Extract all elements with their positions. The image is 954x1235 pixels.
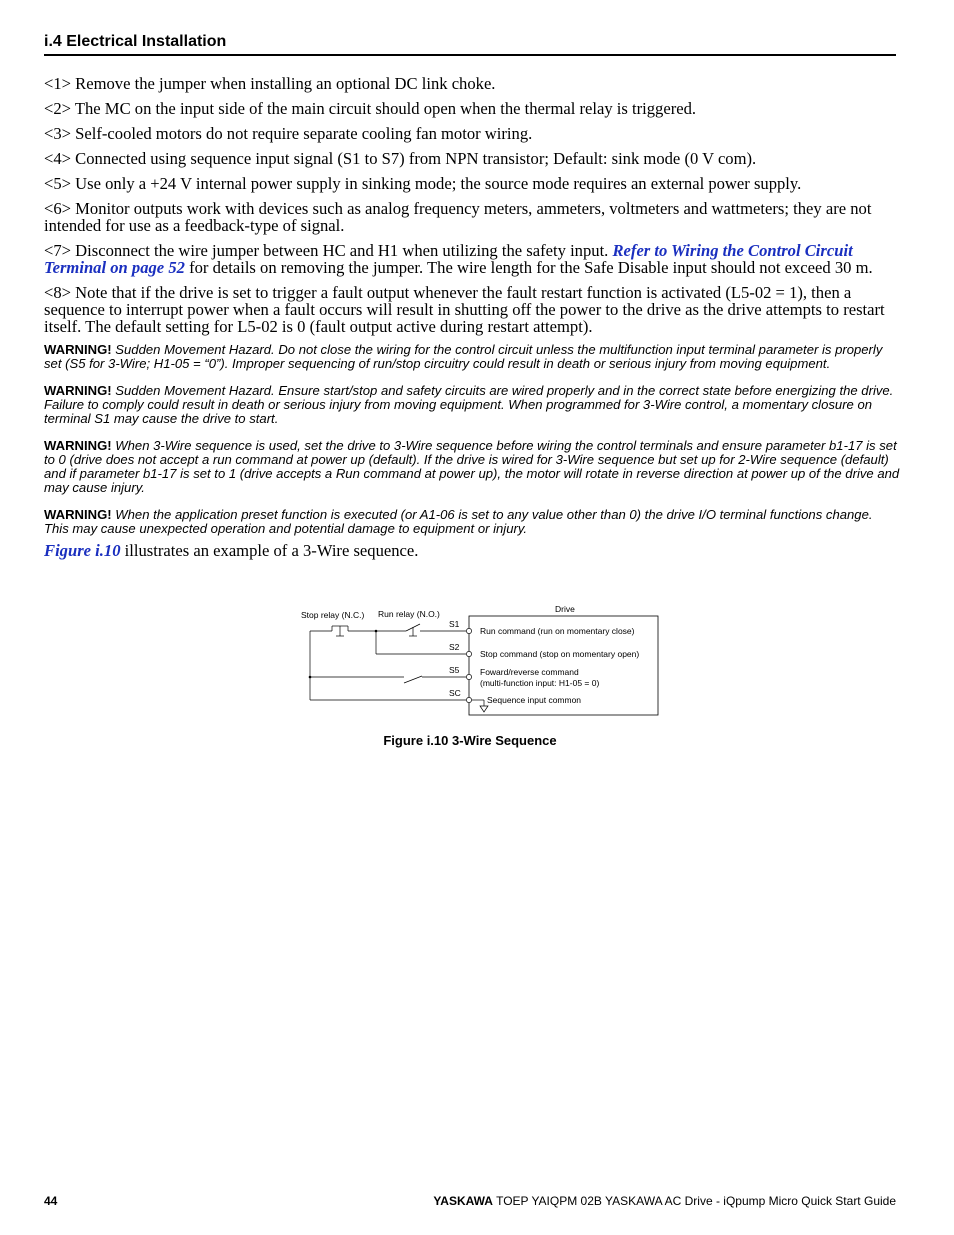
warning-text: When 3-Wire sequence is used, set the drive to 3-Wire sequence before wiring the control terminals and ensure parameter b1-17 is set to 0 (drive does not accept a run command at power up (default). If the drive is wired for 3-Wire sequence but set up for 2-Wire sequence (default) and if parameter b1-17 is set to 1 (drive accepts a Run command at power up), the motor will rotate in reverse direction at power up of the drive and may cause injury. bbox=[44, 438, 900, 495]
terminal-s2 bbox=[466, 651, 471, 656]
terminal-sc bbox=[466, 697, 471, 702]
footer-brand: YASKAWA bbox=[433, 1194, 493, 1208]
footer-title: TOEP YAIQPM 02B YASKAWA AC Drive - iQpump Micro Quick Start Guide bbox=[492, 1194, 896, 1208]
page-body bbox=[44, 75, 900, 567]
warning-label: WARNING! bbox=[44, 342, 112, 357]
terminal-s5-label: S5 bbox=[449, 665, 460, 675]
stop-relay-label: Stop relay (N.C.) bbox=[301, 610, 365, 620]
footer-doc-title bbox=[433, 1194, 896, 1208]
fwd-rev-text-line1: Foward/reverse command bbox=[480, 667, 579, 677]
note-1: <1> Remove the jumper when installing an optional DC link choke. bbox=[44, 74, 496, 93]
note-8: <8> Note that if the drive is set to trigger a fault output whenever the fault restart function is activated (L5-02 = 1), then a sequence to interrupt power when a fault occurs will result in shutting off the power to the drive as the drive attempts to restart itself. The default setting for L5-02 is 0 (fault output active during restart attempt). bbox=[44, 283, 885, 336]
figure-caption: Figure i.10 3-Wire Sequence bbox=[383, 733, 557, 748]
note-7 bbox=[44, 242, 900, 276]
sequence-common-text: Sequence input common bbox=[487, 695, 582, 705]
note-7-text-after: for details on removing the jumper. The wire length for the Safe Disable input should not exceed 30 m. bbox=[184, 258, 873, 277]
fwd-rev-text-line2: (multi-function input: H1-05 = 0) bbox=[480, 678, 600, 688]
terminal-s1 bbox=[466, 628, 471, 633]
run-relay-label: Run relay (N.O.) bbox=[378, 609, 440, 619]
three-wire-diagram bbox=[296, 600, 666, 725]
warning-1 bbox=[44, 343, 900, 371]
warning-text: Sudden Movement Hazard. Ensure start/stop and safety circuits are wired properly and in the correct state before energizing the drive. Failure to comply could result in death or serious injury from moving equipment. When programmed for 3-Wire control, a momentary closure on terminal S1 may cause the drive to start. bbox=[44, 383, 894, 426]
note-6: <6> Monitor outputs work with devices such as analog frequency meters, ammeters, voltmeters and wattmeters; they are not intended for use as a feedback-type of signal. bbox=[44, 199, 872, 235]
warning-4 bbox=[44, 508, 900, 536]
note-4: <4> Connected using sequence input signal (S1 to S7) from NPN transistor; Default: sink mode (0 V com). bbox=[44, 149, 757, 168]
stop-command-text: Stop command (stop on momentary open) bbox=[480, 649, 640, 659]
terminal-sc-label: SC bbox=[449, 688, 461, 698]
warning-3 bbox=[44, 439, 900, 495]
wiring-diagram-svg bbox=[296, 600, 666, 725]
warning-label: WARNING! bbox=[44, 507, 112, 522]
figure-intro bbox=[44, 542, 900, 559]
junction-dot bbox=[309, 676, 312, 679]
warning-text: When the application preset function is executed (or A1-06 is set to any value other than 0) the drive I/O terminal functions change. This may cause unexpected operation and potential damage to equipment or injury. bbox=[44, 507, 873, 536]
run-command-text: Run command (run on momentary close) bbox=[480, 626, 635, 636]
warning-text: Sudden Movement Hazard. Do not close the wiring for the control circuit unless the multifunction input terminal parameter is properly set (S5 for 3-Wire; H1-05 = “0”). Improper sequencing of run/stop circuitry could result in death or serious injury from moving equipment. bbox=[44, 342, 883, 371]
terminal-s1-label: S1 bbox=[449, 619, 460, 629]
drive-label: Drive bbox=[555, 604, 575, 614]
terminal-s2-label: S2 bbox=[449, 642, 460, 652]
warning-2 bbox=[44, 384, 900, 426]
section-title: i.4 Electrical Installation bbox=[44, 33, 896, 56]
figure-i10-link[interactable]: Figure i.10 bbox=[44, 541, 121, 560]
note-2: <2> The MC on the input side of the main circuit should open when the thermal relay is triggered. bbox=[44, 99, 697, 118]
wiring-lines bbox=[310, 624, 488, 712]
warning-label: WARNING! bbox=[44, 383, 112, 398]
wiring-control-circuit-link[interactable]: Refer to Wiring the Control Circuit Terminal on page 52 bbox=[44, 241, 853, 277]
page-number: 44 bbox=[44, 1194, 58, 1208]
note-3: <3> Self-cooled motors do not require separate cooling fan motor wiring. bbox=[44, 124, 533, 143]
warning-label: WARNING! bbox=[44, 438, 112, 453]
note-5: <5> Use only a +24 V internal power supply in sinking mode; the source mode requires an external power supply. bbox=[44, 174, 802, 193]
note-7-text-before: <7> Disconnect the wire jumper between HC and H1 when utilizing the safety input. bbox=[44, 241, 613, 260]
figure-intro-text: illustrates an example of a 3-Wire sequence. bbox=[120, 541, 419, 560]
junction-dot bbox=[375, 630, 378, 633]
terminal-s5 bbox=[466, 674, 471, 679]
